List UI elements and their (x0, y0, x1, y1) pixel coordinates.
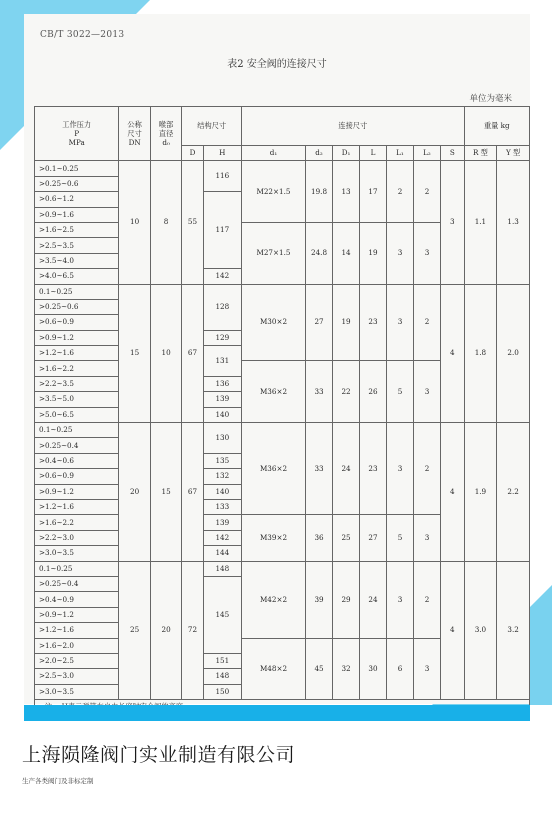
throat-cell: 20 (150, 561, 181, 700)
D1-cell: 13 (333, 161, 360, 223)
weight-y-cell: 3.2 (497, 561, 530, 700)
header-S: S (440, 146, 464, 161)
L1-cell: 3 (387, 561, 414, 638)
pressure-cell: >1.2~1.6 (35, 623, 119, 638)
pressure-cell: >1.6~2.2 (35, 361, 119, 376)
header-L1: L₁ (387, 146, 414, 161)
pressure-cell: >0.25~0.6 (35, 176, 119, 191)
header-dn-line3: DN (128, 138, 141, 148)
d1-cell: M22×1.5 (241, 161, 305, 223)
pressure-cell: >0.9~1.2 (35, 607, 119, 622)
table-row (35, 561, 530, 576)
pressure-cell: >3.0~3.5 (35, 684, 119, 699)
H-cell: 144 (203, 546, 241, 561)
pressure-cell: >0.9~1.6 (35, 207, 119, 222)
weight-r-cell: 3.0 (464, 561, 497, 700)
S-cell: 4 (440, 561, 464, 700)
pressure-cell: >0.25~0.4 (35, 576, 119, 591)
pressure-cell: >0.6~1.2 (35, 192, 119, 207)
table-row (35, 423, 530, 438)
header-weight-r: R 型 (464, 146, 497, 161)
pressure-cell: >1.6~2.5 (35, 222, 119, 237)
H-cell: 131 (203, 346, 241, 377)
L-cell: 19 (360, 222, 387, 284)
D-cell: 67 (182, 423, 203, 562)
D1-cell: 25 (333, 515, 360, 561)
L-cell: 27 (360, 515, 387, 561)
pressure-cell: 0.1~0.25 (35, 423, 119, 438)
D1-cell: 14 (333, 222, 360, 284)
pressure-cell: >0.4~0.9 (35, 592, 119, 607)
L1-cell: 3 (387, 284, 414, 361)
weight-r-cell: 1.8 (464, 284, 497, 423)
header-row-1 (35, 107, 530, 146)
weight-y-cell: 2.2 (497, 423, 530, 562)
d1-cell: M30×2 (241, 284, 305, 361)
H-cell: 128 (203, 284, 241, 330)
pressure-cell: >3.5~4.0 (35, 253, 119, 268)
D1-cell: 24 (333, 423, 360, 515)
d1-cell: M36×2 (241, 423, 305, 515)
table-title: 表2 安全阀的连接尺寸 (227, 59, 327, 70)
standard-number: CB/T 3022—2013 (40, 30, 125, 40)
header-pressure-line2: P (74, 129, 80, 139)
table-row (35, 284, 530, 299)
pressure-cell: >0.25~0.6 (35, 299, 119, 314)
d2-cell: 45 (306, 638, 333, 700)
pressure-cell: 0.1~0.25 (35, 561, 119, 576)
D-cell: 67 (182, 284, 203, 423)
header-dn (119, 107, 150, 161)
H-cell: 139 (203, 515, 241, 530)
pressure-cell: >0.6~0.9 (35, 469, 119, 484)
H-cell: 148 (203, 561, 241, 576)
header-d2: d₂ (306, 146, 333, 161)
d1-cell: M36×2 (241, 361, 305, 423)
header-weight-y: Y 型 (497, 146, 530, 161)
header-struct: 结构尺寸 (182, 107, 242, 146)
d2-cell: 19.8 (306, 161, 333, 223)
L1-cell: 5 (387, 361, 414, 423)
pressure-cell: >2.5~3.5 (35, 238, 119, 253)
pressure-cell: >1.2~1.6 (35, 346, 119, 361)
document-scan (24, 14, 530, 704)
H-cell: 133 (203, 499, 241, 514)
H-cell: 142 (203, 269, 241, 284)
weight-r-cell: 1.1 (464, 161, 497, 284)
pressure-cell: >0.1~0.25 (35, 161, 119, 176)
pressure-cell: >0.4~0.6 (35, 453, 119, 468)
D1-cell: 32 (333, 638, 360, 700)
D1-cell: 19 (333, 284, 360, 361)
company-tagline: 生产各类阀门及非标定制 (22, 777, 94, 785)
header-dn-line1: 公称 (127, 120, 142, 130)
pressure-cell: >2.0~2.5 (35, 653, 119, 668)
d1-cell: M39×2 (241, 515, 305, 561)
pressure-cell: >1.6~2.0 (35, 638, 119, 653)
header-throat (150, 107, 181, 161)
H-cell: 139 (203, 392, 241, 407)
d2-cell: 24.8 (306, 222, 333, 284)
pressure-cell: >0.9~1.2 (35, 484, 119, 499)
company-name: 上海陨隆阀门实业制造有限公司 (22, 744, 296, 766)
H-cell: 145 (203, 576, 241, 653)
H-cell: 132 (203, 469, 241, 484)
header-throat-line2: 直径 (158, 129, 174, 139)
L1-cell: 6 (387, 638, 414, 700)
L2-cell: 2 (413, 423, 440, 515)
header-dn-line2: 尺寸 (127, 129, 142, 139)
pressure-cell: >2.2~3.5 (35, 376, 119, 391)
header-conn: 连接尺寸 (241, 107, 464, 146)
L-cell: 23 (360, 423, 387, 515)
dn-cell: 25 (119, 561, 150, 700)
L2-cell: 2 (413, 561, 440, 638)
H-cell: 142 (203, 530, 241, 545)
dn-cell: 10 (119, 161, 150, 284)
H-cell: 140 (203, 407, 241, 422)
pressure-cell: >0.25~0.4 (35, 438, 119, 453)
H-cell: 135 (203, 453, 241, 468)
pressure-cell: >1.6~2.2 (35, 515, 119, 530)
L-cell: 26 (360, 361, 387, 423)
H-cell: 150 (203, 684, 241, 699)
L1-cell: 3 (387, 423, 414, 515)
unit-note: 单位为毫米 (469, 94, 512, 104)
pressure-cell: 0.1~0.25 (35, 284, 119, 299)
d2-cell: 33 (306, 423, 333, 515)
dn-cell: 20 (119, 423, 150, 562)
D1-cell: 29 (333, 561, 360, 638)
pressure-cell: >5.0~6.5 (35, 407, 119, 422)
L-cell: 24 (360, 561, 387, 638)
d2-cell: 27 (306, 284, 333, 361)
L1-cell: 5 (387, 515, 414, 561)
H-cell: 129 (203, 330, 241, 345)
accent-bar (24, 705, 530, 721)
header-pressure (35, 107, 119, 161)
header-D: D (182, 146, 203, 161)
H-cell: 140 (203, 484, 241, 499)
pressure-cell: >3.5~5.0 (35, 392, 119, 407)
header-L: L (360, 146, 387, 161)
header-weight: 重量 kg (464, 107, 529, 146)
weight-y-cell: 1.3 (497, 161, 530, 284)
H-cell: 116 (203, 161, 241, 192)
D-cell: 72 (182, 561, 203, 700)
L1-cell: 3 (387, 222, 414, 284)
pressure-cell: >3.0~3.5 (35, 546, 119, 561)
L-cell: 23 (360, 284, 387, 361)
H-cell: 136 (203, 376, 241, 391)
L1-cell: 2 (387, 161, 414, 223)
d1-cell: M48×2 (241, 638, 305, 700)
L2-cell: 2 (413, 161, 440, 223)
header-D1: D₁ (333, 146, 360, 161)
header-throat-line3: d₀ (162, 138, 170, 148)
table-row (35, 161, 530, 176)
L2-cell: 3 (413, 361, 440, 423)
pressure-cell: >0.6~0.9 (35, 315, 119, 330)
d2-cell: 39 (306, 561, 333, 638)
pressure-cell: >1.2~1.6 (35, 499, 119, 514)
L2-cell: 3 (413, 638, 440, 700)
H-cell: 148 (203, 669, 241, 684)
H-cell: 151 (203, 653, 241, 668)
weight-y-cell: 2.0 (497, 284, 530, 423)
d2-cell: 33 (306, 361, 333, 423)
L-cell: 30 (360, 638, 387, 700)
H-cell: 117 (203, 192, 241, 269)
throat-cell: 10 (150, 284, 181, 423)
pressure-cell: >2.2~3.0 (35, 530, 119, 545)
throat-cell: 8 (150, 161, 181, 284)
throat-cell: 15 (150, 423, 181, 562)
dn-cell: 15 (119, 284, 150, 423)
S-cell: 4 (440, 284, 464, 423)
D-cell: 55 (182, 161, 203, 284)
header-throat-line1: 喉部 (158, 120, 174, 130)
L2-cell: 2 (413, 284, 440, 361)
header-H: H (203, 146, 241, 161)
d2-cell: 36 (306, 515, 333, 561)
L2-cell: 3 (413, 515, 440, 561)
L-cell: 17 (360, 161, 387, 223)
L2-cell: 3 (413, 222, 440, 284)
header-d1: d₁ (241, 146, 305, 161)
header-L2: L₂ (413, 146, 440, 161)
H-cell: 130 (203, 423, 241, 454)
weight-r-cell: 1.9 (464, 423, 497, 562)
pressure-cell: >4.0~6.5 (35, 269, 119, 284)
d1-cell: M27×1.5 (241, 222, 305, 284)
header-pressure-line3: MPa (68, 138, 85, 148)
pressure-cell: >0.9~1.2 (35, 330, 119, 345)
S-cell: 4 (440, 423, 464, 562)
pressure-cell: >2.5~3.0 (35, 669, 119, 684)
header-pressure-line1: 工作压力 (62, 120, 92, 130)
D1-cell: 22 (333, 361, 360, 423)
d1-cell: M42×2 (241, 561, 305, 638)
S-cell: 3 (440, 161, 464, 284)
dimension-table (34, 106, 530, 715)
